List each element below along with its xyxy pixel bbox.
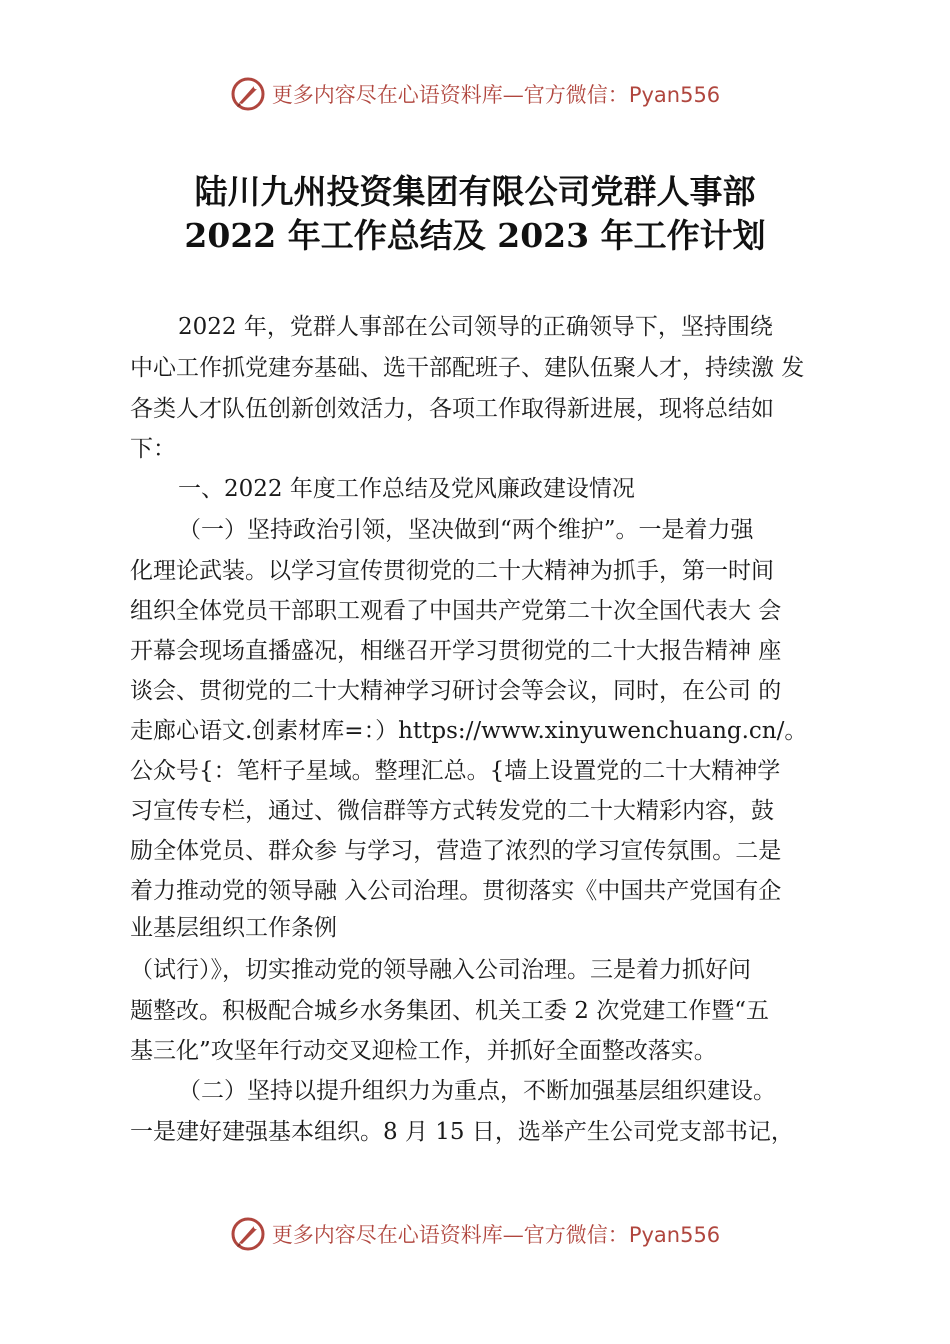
body-line: 题整改。积极配合城乡水务集团、机关工委 2 次党建工作暨“五 <box>130 998 770 1024</box>
section-heading: 一、2022 年度工作总结及党风廉政建设情况 <box>178 476 635 502</box>
body-line: 公众号{：笔杆子星域。整理汇总。{墙上设置党的二十大精神学 <box>130 758 781 784</box>
subsection-heading: （一）坚持政治引领，坚决做到“两个维护”。一是着力强 <box>178 517 754 543</box>
body-line-url: 走廊心语文.创素材库=：）https://www.xinyuwenchuang.cn/。 <box>130 718 808 744</box>
body-line: （试行）》，切实推动党的领导融入公司治理。三是着力抓好问 <box>130 957 751 983</box>
body-line: 组织全体党员干部职工观看了中国共产党第二十次全国代表大 会 <box>130 598 782 624</box>
body-line: 下： <box>130 436 176 462</box>
body-line: 一是建好建强基本组织。8 月 15 日，选举产生公司党支部书记， <box>130 1119 794 1145</box>
pen-logo-icon <box>230 76 266 112</box>
body-line: 基三化”攻坚年行动交叉迎检工作，并抓好全面整改落实。 <box>130 1038 717 1064</box>
banner-text: 更多内容尽在心语资料库—官方微信：Pyan556 <box>271 1223 721 1247</box>
document-title-line-2: 2022 年工作总结及 2023 年工作计划 <box>184 216 766 255</box>
banner-text: 更多内容尽在心语资料库—官方微信：Pyan556 <box>271 83 721 107</box>
body-line: 着力推动党的领导融 入公司治理。贯彻落实《中国共产党国有企 <box>130 878 782 904</box>
document-title-line-1: 陆川九州投资集团有限公司党群人事部 <box>194 172 756 211</box>
pen-logo-icon <box>230 1216 266 1252</box>
header-banner <box>0 72 950 116</box>
body-line: 化理论武装。以学习宣传贯彻党的二十大精神为抓手，第一时间 <box>130 558 774 584</box>
body-line: 业基层组织工作条例 <box>130 915 337 941</box>
body-line: 开幕会现场直播盛况，相继召开学习贯彻党的二十大报告精神 座 <box>130 638 782 664</box>
subsection-heading: （二）坚持以提升组织力为重点，不断加强基层组织建设。 <box>178 1078 776 1104</box>
body-line: 谈会、贯彻党的二十大精神学习研讨会等会议，同时，在公司 的 <box>130 678 782 704</box>
body-line: 2022 年，党群人事部在公司领导的正确领导下，坚持围绕 <box>178 314 773 340</box>
body-line: 习宣传专栏，通过、微信群等方式转发党的二十大精彩内容，鼓 <box>130 798 774 824</box>
body-line: 励全体党员、群众参 与学习，营造了浓烈的学习宣传氛围。二是 <box>130 838 782 864</box>
body-line: 中心工作抓党建夯基础、选干部配班子、建队伍聚人才，持续激 发 <box>130 355 805 381</box>
footer-banner <box>0 1212 950 1256</box>
body-line: 各类人才队伍创新创效活力，各项工作取得新进展，现将总结如 <box>130 396 774 422</box>
